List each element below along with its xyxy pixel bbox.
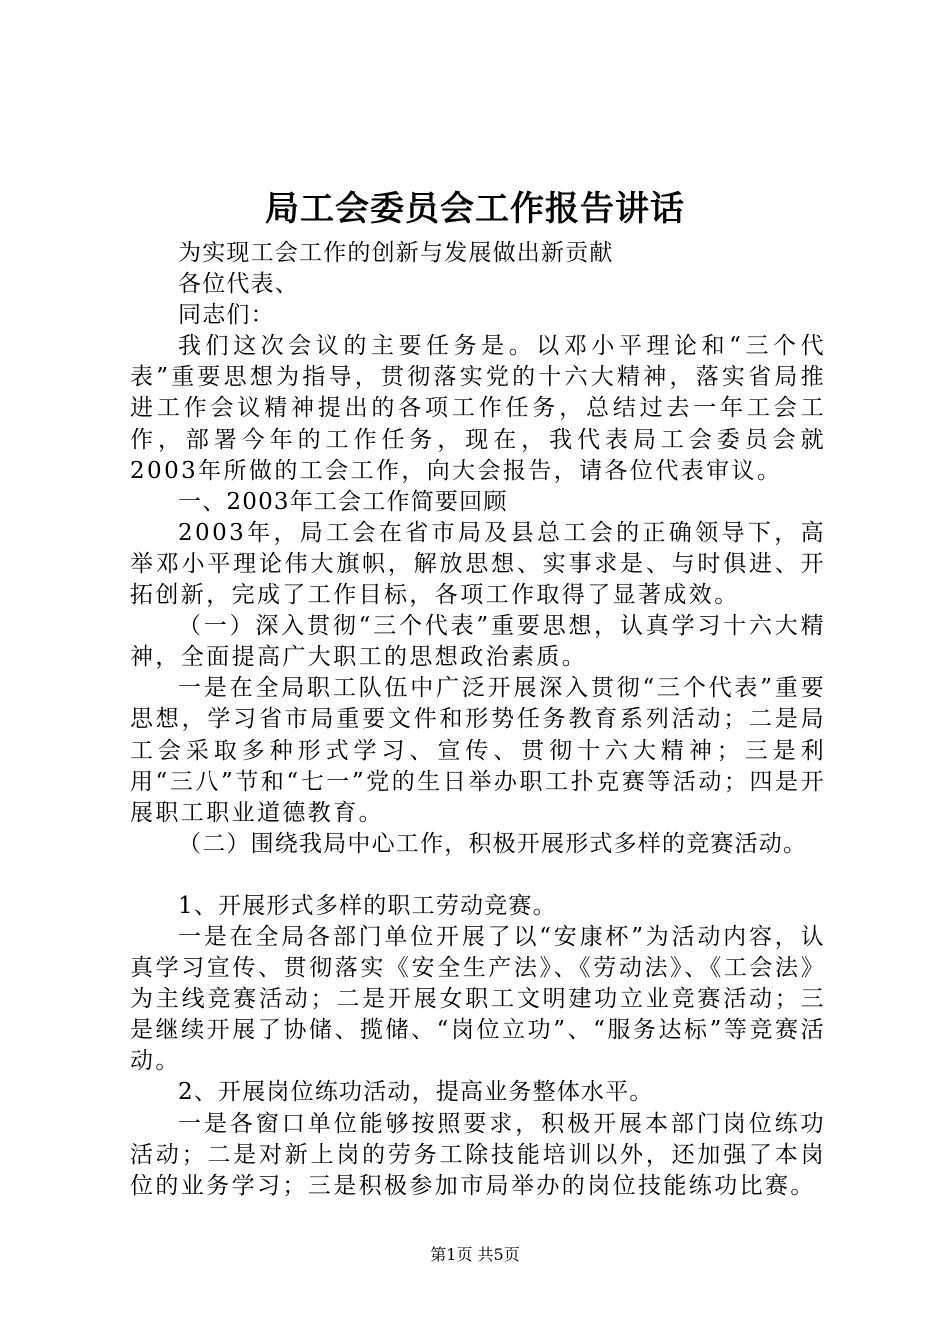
salutation-paragraph: 各位代表、: [178, 271, 299, 298]
section-heading: 一、2003年工会工作简要回顾: [178, 488, 508, 515]
subtitle-paragraph: 为实现工会工作的创新与发展做出新贡献: [178, 240, 614, 266]
body-paragraph: 一是在全局职工队伍中广泛开展深入贯彻“三个代表”重要思想，学习省市局重要文件和形势任务教育系列活动；二是局工会采取多种形式学习、宣传、贯彻十六大精神；三是利用“三八”节和“七一”党的生日举办职工扑克赛等活动；四是开展职工职业道德教育。: [130, 675, 826, 826]
body-paragraph: 2003年，局工会在省市局及县总工会的正确领导下，高举邓小平理论伟大旗帜，解放思想、实事求是、与时俱进、开拓创新，完成了工作目标，各项工作取得了显著成效。: [130, 519, 826, 609]
body-paragraph: 我们这次会议的主要任务是。以邓小平理论和“三个代表”重要思想为指导，贯彻落实党的十六大精神，落实省局推进工作会议精神提出的各项工作任务，总结过去一年工会工作，部署今年的工作任务，现在，我代表局工会委员会就2003年所做的工会工作，向大会报告，请各位代表审议。: [130, 333, 826, 484]
page-number: 第1页 共5页: [430, 1245, 520, 1264]
item-heading: 1、开展形式多样的职工劳动竞赛。: [178, 892, 557, 919]
salutation-paragraph: 同志们：: [178, 302, 275, 329]
body-paragraph: 一是在全局各部门单位开展了以“安康杯”为活动内容，认真学习宣传、贯彻落实《安全生产法》、《劳动法》、《工会法》为主线竞赛活动；二是开展女职工文明建功立业竞赛活动；三是继续开展了协储、揽储、“岗位立功”、“服务达标”等竞赛活动。: [130, 923, 826, 1075]
document-body: [130, 238, 826, 1202]
document-title: 局工会委员会工作报告讲话: [265, 189, 685, 229]
subsection-heading: （一）深入贯彻“三个代表”重要思想，认真学习十六大精神，全面提高广大职工的思想政治素质。: [130, 613, 826, 671]
subsection-heading: （二）围绕我局中心工作，积极开展形式多样的竞赛活动。: [178, 830, 808, 857]
item-heading: 2、开展岗位练功活动，提高业务整体水平。: [178, 1079, 654, 1106]
body-paragraph: 一是各窗口单位能够按照要求，积极开展本部门岗位练功活动；二是对新上岗的劳务工除技能培训以外，还加强了本岗位的业务学习；三是积极参加市局举办的岗位技能练功比赛。: [130, 1110, 826, 1199]
